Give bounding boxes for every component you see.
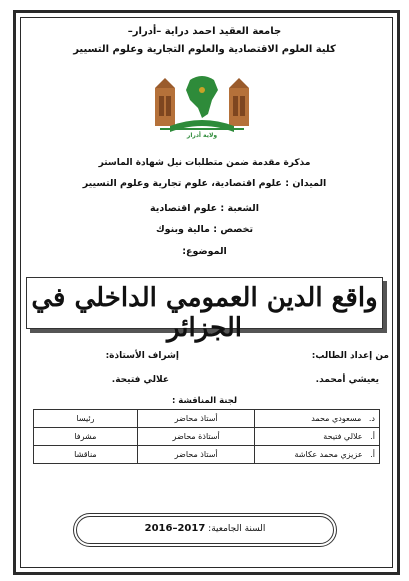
supervisor-label: إشراف الأستاذة: [105,351,179,361]
member-title: أ. [370,432,375,441]
committee-heading: لجنة المناقشة : [171,396,238,406]
faculty-name: كلية العلوم الاقتصادية والعلوم التجارية وعلوم التسيير [73,44,336,55]
student-name: يعيشي أمحمد. [315,375,379,385]
university-name: جامعة العقيد احمد دراية –أدرار– [127,26,282,37]
student-label: من إعداد الطالب: [311,351,389,361]
university-logo [152,68,252,150]
logo-caption: ولاية أدرار [186,132,218,139]
academic-year [73,523,337,534]
memo-subject-label: الموضوع: [182,246,227,257]
member-cell [255,410,380,428]
member-role: رئيسا [34,410,138,428]
memo-field: الميدان : علوم اقتصادية، علوم تجارية وعلوم التسيير [82,178,327,189]
member-rank: أستاذة محاضر [137,428,255,446]
table-row [34,410,380,428]
memo-branch: الشعبة : علوم اقتصادية [150,203,259,214]
member-cell [255,446,380,464]
supervisor-name: علالي فتيحة. [111,375,169,385]
memo-specialty: تخصص : مالية وبنوك [155,224,254,235]
thesis-title: واقع الدين العمومي الداخلي في الجزائر [31,283,378,343]
member-cell [255,428,380,446]
member-title: أ. [370,450,375,459]
member-rank: أستاذ محاضر [137,446,255,464]
committee-table [33,409,380,464]
table-row [34,428,380,446]
member-title: د. [368,414,375,423]
member-role: مناقشا [34,446,138,464]
year-label: السنة الجامعية: [208,524,266,534]
table-row [34,446,380,464]
member-name: عزيزي محمد عكاشة [294,450,363,459]
member-rank: أستاذ محاضر [137,410,255,428]
year-value: 2017–2016 [144,523,206,534]
member-name: مسعودي محمد [311,414,362,423]
member-name: علالي فتيحة [323,432,363,441]
member-role: مشرفا [34,428,138,446]
memo-line: مذكرة مقدمة ضمن متطلبات نيل شهادة الماستر [98,158,311,168]
